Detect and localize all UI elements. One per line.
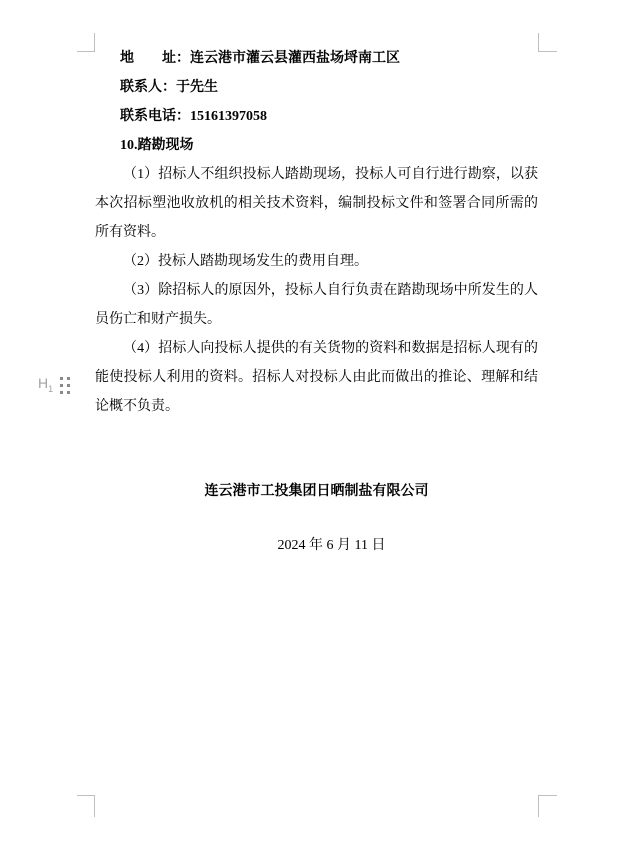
address-value: 连云港市灌云县灌西盐场埒南工区 [190,51,400,66]
paragraph-4: （4）招标人向投标人提供的有关货物的资料和数据是招标人现有的能使投标人利用的资料。招标人对投标人由此而做出的推论、理解和结论概不负责。 [95,341,538,414]
page-margin-mark-top-right [538,33,557,52]
contact-phone-value: 15161397058 [190,109,267,124]
paragraph-margin-controls [38,376,70,396]
heading-badge-level: 1 [48,383,54,394]
section-heading: 10.踏勘现场 [120,138,194,153]
contact-person-line [95,73,538,102]
contact-phone-line [95,102,538,131]
page-margin-mark-top-left [77,33,95,52]
address-line [95,44,538,73]
page-margin-mark-bottom-left [77,795,95,817]
document-body [95,44,538,560]
signature-company-name: 连云港市工投集团日晒制盐有限公司 [204,484,429,499]
heading-level-badge[interactable] [38,376,53,396]
signature-date: 2024 年 6 月 11 日 [277,538,386,553]
page-margin-mark-bottom-right [538,795,557,817]
contact-person-value: 于先生 [176,80,218,95]
drag-handle-icon[interactable] [60,377,70,394]
paragraph-3: （3）除招标人的原因外，投标人自行负责在踏勘现场中所发生的人员伤亡和财产损失。 [95,283,538,327]
paragraph-1: （1）招标人不组织投标人踏勘现场，投标人可自行进行勘察，以获本次招标塑池收放机的相关技术资料，编制投标文件和签署合同所需的所有资料。 [95,167,538,240]
paragraph-2: （2）投标人踏勘现场发生的费用自理。 [123,254,368,269]
heading-badge-letter: H [38,375,49,391]
address-label: 地 址： [120,51,190,66]
contact-person-label: 联系人： [120,80,176,95]
contact-phone-label: 联系电话： [120,109,190,124]
